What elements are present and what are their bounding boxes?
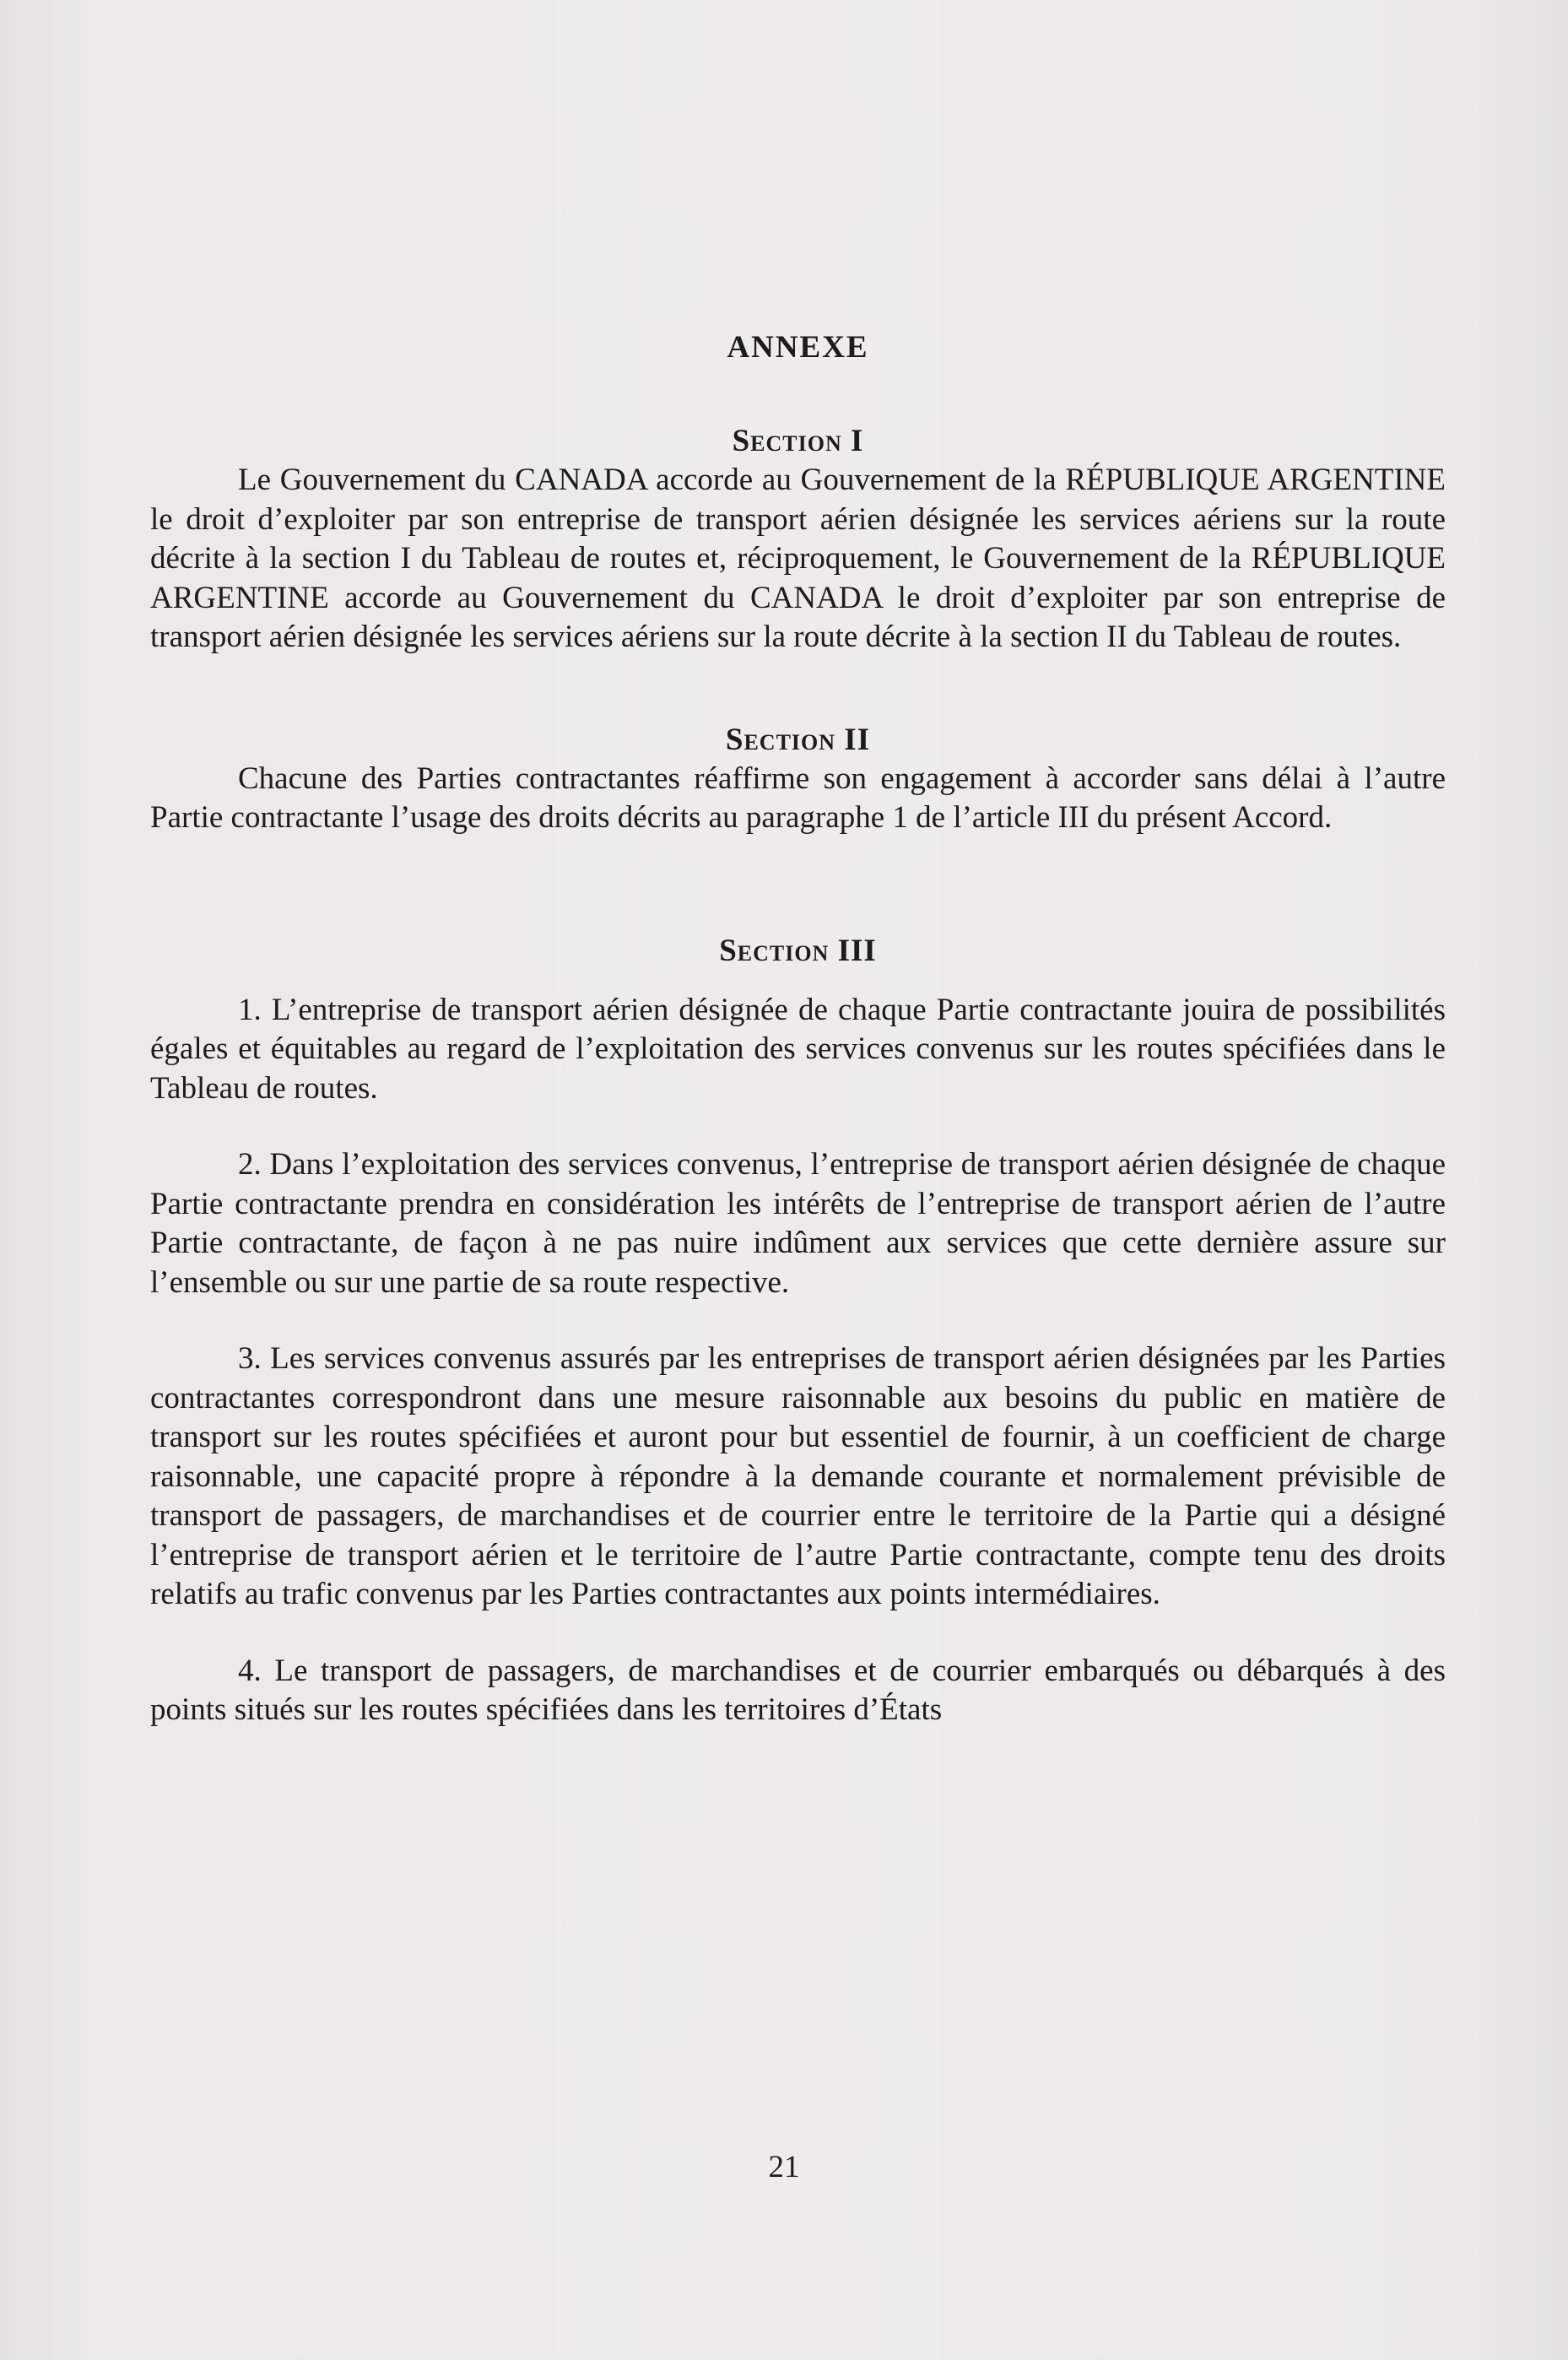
section-3-paragraph-3: 3. Les services convenus assurés par les entreprises de transport aérien désignées par les Parties contractantes correspondront dans une mesure raisonnable aux besoins du public en matière de transport sur les routes spécifiées et auront pour but essentiel de fournir, à un coefficient de charge raisonnable, une capacité propre à répondre à la demande courante et normalement prévisible de transport de passagers, de marchandises et de courrier entre le territoire de la Partie qui a désigné l’entreprise de transport aérien et le territoire de l’autre Partie contractante, compte tenu des droits relatifs au trafic convenus par les Parties contractantes aux points intermédiaires. — [150, 1341, 1446, 1611]
section-3-paragraph-2: 2. Dans l’exploitation des services convenus, l’entreprise de transport aérien désignée de chaque Partie contractante prendra en considération les intérêts de l’entreprise de transport aérien de l’autre Partie contractante, de façon à ne pas nuire indûment aux services que cette dernière assure sur l’ensemble ou sur une partie de sa route respective. — [150, 1147, 1446, 1300]
section-1-title-text: Section I — [732, 424, 864, 458]
section-2-title — [150, 722, 1446, 758]
section-3-paragraph-4: 4. Le transport de passagers, de marchandises et de courrier embarqués ou débarqués à des points situés sur les routes spécifiées dans les territoires d’États — [150, 1653, 1446, 1727]
section-3-title-text: Section III — [719, 933, 877, 968]
section-2-title-text: Section II — [725, 722, 871, 757]
page-number: 21 — [768, 2150, 800, 2184]
section-1-title — [150, 423, 1446, 459]
section-3-paragraph-1: 1. L’entreprise de transport aérien désignée de chaque Partie contractante jouira de possibilités égales et équitables au regard de l’exploitation des services convenus sur les routes spécifiées dans le Tableau de routes. — [150, 992, 1446, 1106]
annex-title: ANNEXE — [727, 330, 869, 365]
section-3-title — [150, 933, 1446, 969]
section-2-paragraph: Chacune des Parties contractantes réaffirme son engagement à accorder sans délai à l’autre Partie contractante l’usage des droits décrits au paragraphe 1 de l’article III du présent Accord. — [150, 761, 1446, 835]
section-1-paragraph: Le Gouvernement du CANADA accorde au Gouvernement de la RÉPUBLIQUE ARGENTINE le droit d’exploiter par son entreprise de transport aérien désignée les services aériens sur la route décrite à la section I du Tableau de routes et, réciproquement, le Gouvernement de la RÉPUBLIQUE ARGENTINE accorde au Gouvernement du CANADA le droit d’exploiter par son entreprise de transport aérien désignée les services aériens sur la route décrite à la section II du Tableau de routes. — [150, 463, 1446, 654]
page-content — [150, 321, 1446, 1730]
